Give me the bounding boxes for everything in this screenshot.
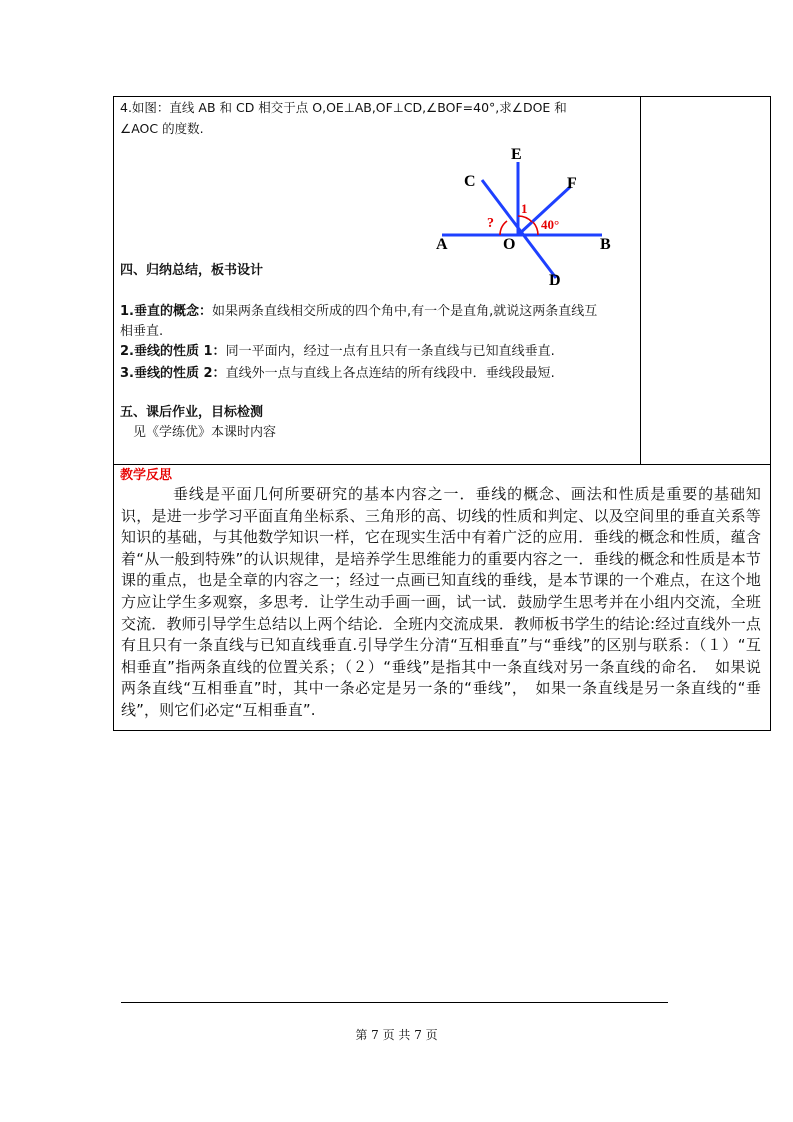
label-d: D	[549, 272, 561, 289]
table-row-divider	[113, 464, 771, 465]
label-f: F	[567, 175, 577, 192]
angle-40-label: 40°	[541, 217, 560, 232]
footer-rule	[121, 1002, 668, 1003]
label-a: A	[436, 236, 448, 253]
angle-unknown-arc	[500, 221, 507, 235]
angle-1-arc	[518, 216, 532, 222]
table-border-right	[770, 96, 771, 731]
summary-item-1	[120, 302, 597, 322]
reflection-body: 垂线是平面几何所要研究的基本内容之一．垂线的概念、画法和性质是重要的基础知识，是进一步学习平面直角坐标系、三角形的高、切线的性质和判定、以及空间里的垂直关系等知识的基础，与其他数学知识一样，它在现实生活中有着广泛的应用．垂线的概念和性质，蕴含着“从一般到特殊”的认识规律，是培养学生思维能力的重要内容之一．垂线的概念和性质是本节课的重点，也是全章的内容之一；经过一点画已知直线的垂线，是本节课的一个难点，在这个地方应让学生多观察，多思考．让学生动手画一画，试一试．鼓励学生思考并在小组内交流，全班交流．教师引导学生总结以上两个结论．全班内交流成果．教师板书学生的结论:经过直线外一点有且只有一条直线与已知直线垂直.引导学生分清“互相垂直”与“垂线”的区别与联系：（１）“互相垂直”指两条直线的位置关系；（２）“垂线”是指其中一条直线对另一条直线的命名． 如果说两条直线“互相垂直”时，其中一条必定是另一条的“垂线”， 如果一条直线是另一条直线的“垂线”，则它们必定“互相垂直”.	[121, 485, 761, 719]
summary-item-3-text: 直线外一点与直线上各点连结的所有线段中．垂线段最短.	[225, 366, 555, 381]
table-border-top	[113, 96, 771, 97]
homework-text: 见《学练优》本课时内容	[133, 425, 277, 440]
problem-text-line1: 4.如图：直线 AB 和 CD 相交于点 O,OE⊥AB,OF⊥CD,∠BOF=40°,求∠DOE 和	[120, 100, 567, 115]
summary-item-2-text: 同一平面内，经过一点有且只有一条直线与已知直线垂直.	[225, 344, 555, 359]
table-border-bottom	[113, 730, 771, 731]
angle-1-label: 1	[521, 201, 528, 216]
label-o: O	[503, 236, 516, 253]
problem-text-line2: ∠AOC 的度数.	[120, 121, 204, 136]
label-e: E	[511, 146, 522, 163]
summary-item-2	[120, 342, 555, 362]
reflection-heading: 教学反思	[120, 468, 173, 483]
page-number: 第 7 页 共 7 页	[355, 1028, 438, 1042]
geometry-diagram	[430, 140, 620, 290]
summary-item-1-text: 如果两条直线相交所成的四个角中,有一个是直角,就说这两条直线互	[211, 304, 598, 319]
summary-heading: 四、归纳总结，板书设计	[120, 263, 264, 278]
summary-item-3-label: 3.垂线的性质 2：	[120, 366, 226, 381]
homework-heading: 五、课后作业，目标检测	[120, 405, 264, 420]
angle-unknown-label: ?	[487, 216, 494, 231]
summary-item-3	[120, 364, 555, 384]
summary-item-2-label: 2.垂线的性质 1：	[120, 344, 226, 359]
table-border-left	[113, 96, 114, 731]
label-b: B	[600, 236, 611, 253]
label-c: C	[464, 173, 476, 190]
angle-40-arc	[533, 222, 538, 235]
summary-item-1-cont: 相垂直.	[120, 324, 164, 339]
summary-item-1-label: 1.垂直的概念：	[120, 304, 212, 319]
table-column-divider	[640, 96, 641, 464]
